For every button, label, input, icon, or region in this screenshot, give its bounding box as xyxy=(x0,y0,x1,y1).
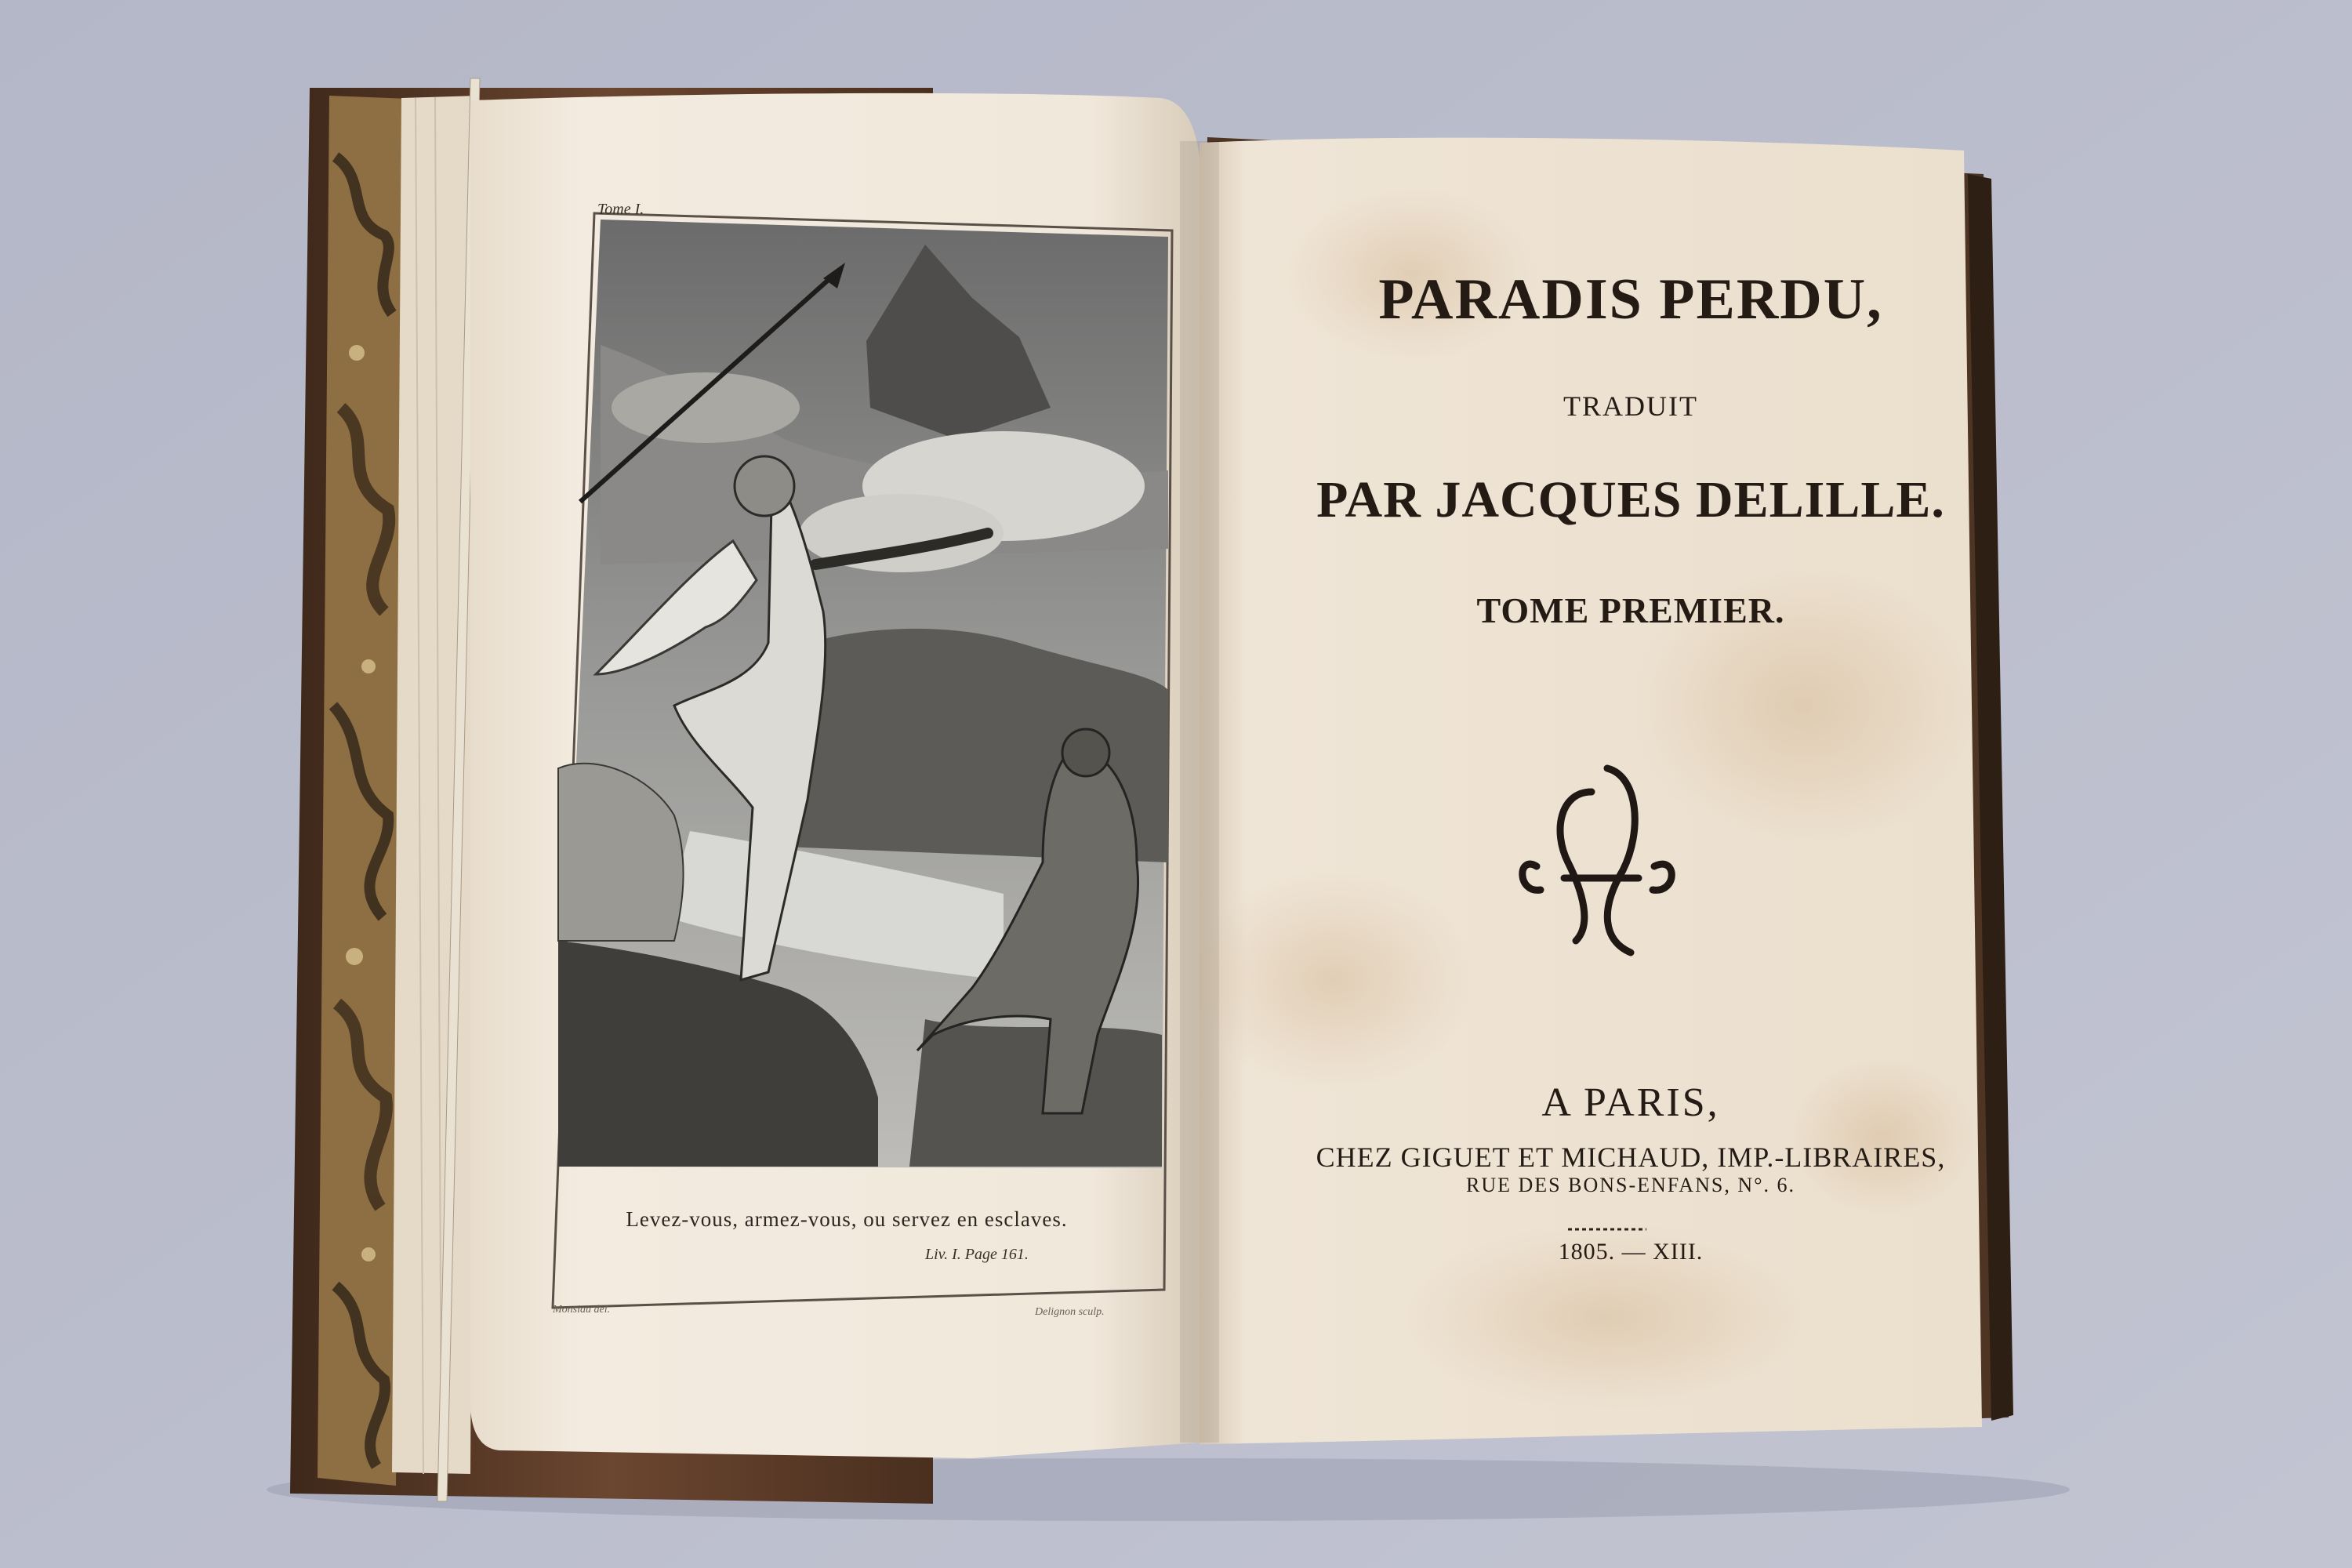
translator-name: PAR JACQUES DELILLE. xyxy=(1316,471,1945,528)
translated-label: TRADUIT xyxy=(1563,390,1698,422)
artist-credit: Monsiau del. xyxy=(553,1304,611,1316)
volume-heading: TOME PREMIER. xyxy=(1476,590,1785,630)
frontispiece-page-reference: Liv. I. Page 161. xyxy=(925,1246,1029,1263)
engraver-credit: Delignon sculp. xyxy=(1035,1306,1105,1318)
imprint-city: A PARIS, xyxy=(1541,1080,1720,1125)
frontispiece-volume-label: Tome I. xyxy=(597,201,644,218)
imprint-date: 1805. — XIII. xyxy=(1558,1239,1704,1265)
engraving-plate xyxy=(553,213,1172,1308)
imprint-address: RUE DES BONS-ENFANS, N°. 6. xyxy=(1465,1174,1795,1196)
gutter-shadow xyxy=(1180,141,1219,1443)
imprint-publisher: CHEZ GIGUET ET MICHAUD, IMP.-LIBRAIRES, xyxy=(1316,1142,1946,1173)
angel-helmet xyxy=(735,456,794,516)
book-title: PARADIS PERDU, xyxy=(1378,267,1883,332)
frontispiece-caption: Levez-vous, armez-vous, ou servez en esclaves. xyxy=(626,1207,1068,1231)
